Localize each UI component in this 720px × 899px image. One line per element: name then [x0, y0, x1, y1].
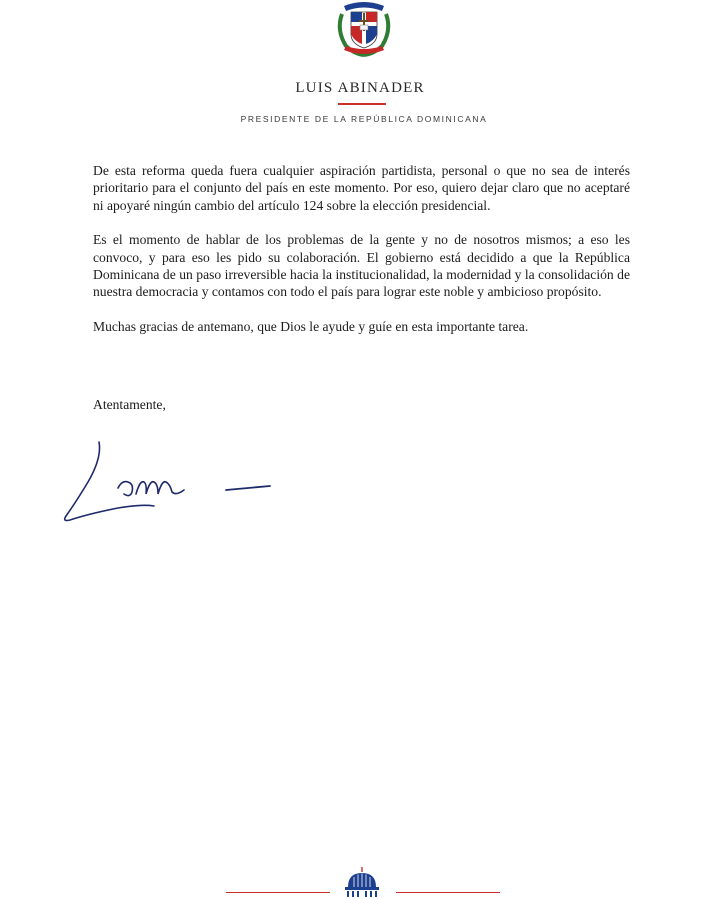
- letter-body: [93, 162, 630, 352]
- handwritten-signature: [58, 436, 278, 528]
- name-divider: [338, 103, 386, 105]
- body-paragraph: Muchas gracias de antemano, que Dios le ayude y guíe en esta importante tarea.: [93, 318, 529, 334]
- sender-title: PRESIDENTE DE LA REPÚBLICA DOMINICANA: [240, 114, 488, 124]
- coat-of-arms-icon: [332, 0, 396, 58]
- body-paragraph: De esta reforma queda fuera cualquier aspiración partidista, personal o que no sea de interés prioritario para el conjunto del país en este momento. Por eso, quiero dejar claro que no aceptaré ni apoyaré ningún cambio del artículo 124 sobre la elección presidencial.: [93, 163, 630, 213]
- closing-salutation: Atentamente,: [93, 397, 166, 412]
- footer-divider-right: [396, 892, 500, 893]
- body-paragraph: Es el momento de hablar de los problemas de la gente y no de nosotros mismos; a eso les convoco, y para eso les pido su colaboración. El gobierno está decidido a que la República Dominicana de un paso irreversible hacia la institucionalidad, la modernidad y la consolidación de nuestra democracia y contamos con todo el país para lograr este noble y ambicioso propósito.: [93, 232, 630, 300]
- national-palace-dome-icon: [342, 865, 382, 899]
- footer-divider-left: [226, 892, 330, 893]
- sender-name: LUIS ABINADER: [295, 80, 425, 96]
